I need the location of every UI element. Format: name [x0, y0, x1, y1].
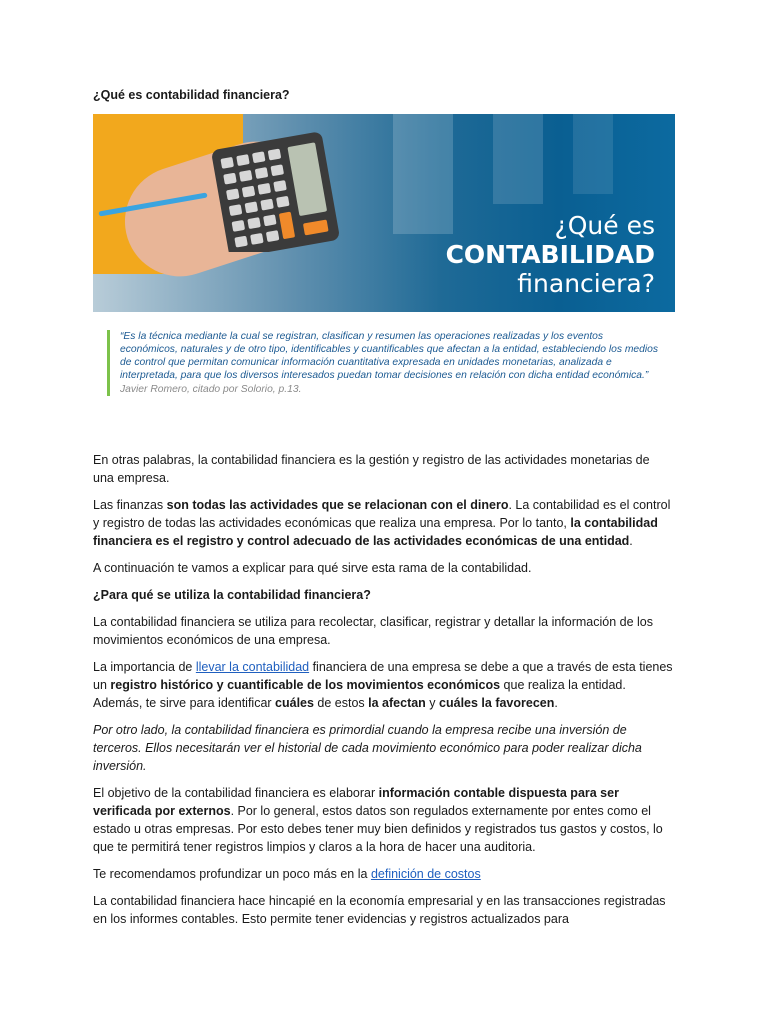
banner-image — [93, 114, 675, 312]
banner-title-line3: financiera? — [517, 269, 655, 298]
section-subheading: ¿Para qué se utiliza la contabilidad financiera? — [93, 588, 371, 602]
paragraph-3: A continuación te vamos a explicar para qué sirve esta rama de la contabilidad. — [93, 561, 532, 575]
paragraph-1: En otras palabras, la contabilidad financiera es la gestión y registro de las actividades monetarias de una empresa. — [93, 453, 650, 485]
paragraph-8: Te recomendamos profundizar un poco más en la definición de costos — [93, 867, 481, 881]
paragraph-9: La contabilidad financiera hace hincapié en la economía empresarial y en las transacciones registradas en los informes contables. Esto permite tener evidencias y registros actualizados para — [93, 894, 666, 926]
link-definicion-costos[interactable]: definición de costos — [370, 867, 481, 881]
link-llevar-contabilidad[interactable]: llevar la contabilidad — [195, 660, 310, 674]
quote-citation: Javier Romero, citado por Solorio, p.13. — [120, 384, 302, 395]
paragraph-7: El objetivo de la contabilidad financiera es elaborar información contable dispuesta para ser verificada por externos. Por lo general, estos datos son regulados externamente por entes como el estado u otras empresas. Por esto debes tener muy bien definidos y registrados tus gastos y costos, lo que te permitirá tener registros limpios y claros a la hora de hacer una auditoria. — [93, 786, 663, 854]
paragraph-2: Las finanzas son todas las actividades que se relacionan con el dinero. La contabilidad es el control y registro de todas las actividades económicas que realiza una empresa. Por lo tanto, la contabilidad financiera es el registro y control adecuado de las actividades económicas de una entidad. — [93, 498, 671, 548]
calculator-icon — [211, 132, 339, 252]
quote-text: “Es la técnica mediante la cual se registran, clasifican y resumen las operaciones realizadas y los eventos económicos, naturales y de otro tipo, identificables y cuantificables que afectan a la entidad, estableciendo los medios de control que permitan comunicar información cuantitativa expresada en unidades monetarias, analizada e interpretada, para que los diversos interesados puedan tomar decisiones en relación con dicha entidad económica.” — [120, 331, 659, 381]
banner-title-line1: ¿Qué es — [554, 211, 655, 240]
paragraph-5: La importancia de llevar la contabilidad financiera de una empresa se debe a que a través de esta tienes un registro histórico y cuantificable de los movimientos económicos que realiza la entidad. Además, te sirve para identificar cuáles de estos la afectan y cuáles la favorecen. — [93, 660, 673, 710]
paragraph-4: La contabilidad financiera se utiliza para recolectar, clasificar, registrar y detallar la información de los movimientos económicos de una empresa. — [93, 615, 654, 647]
blockquote — [107, 330, 660, 396]
banner-title-line2: CONTABILIDAD — [445, 240, 655, 269]
paragraph-6: Por otro lado, la contabilidad financiera es primordial cuando la empresa recibe una inversión de terceros. Ellos necesitarán ver el historial de cada movimiento económico para poder realizar dicha inversión. — [93, 723, 642, 773]
article-body — [93, 451, 673, 937]
banner-title — [446, 212, 655, 298]
page-title: ¿Qué es contabilidad financiera? — [93, 88, 290, 102]
